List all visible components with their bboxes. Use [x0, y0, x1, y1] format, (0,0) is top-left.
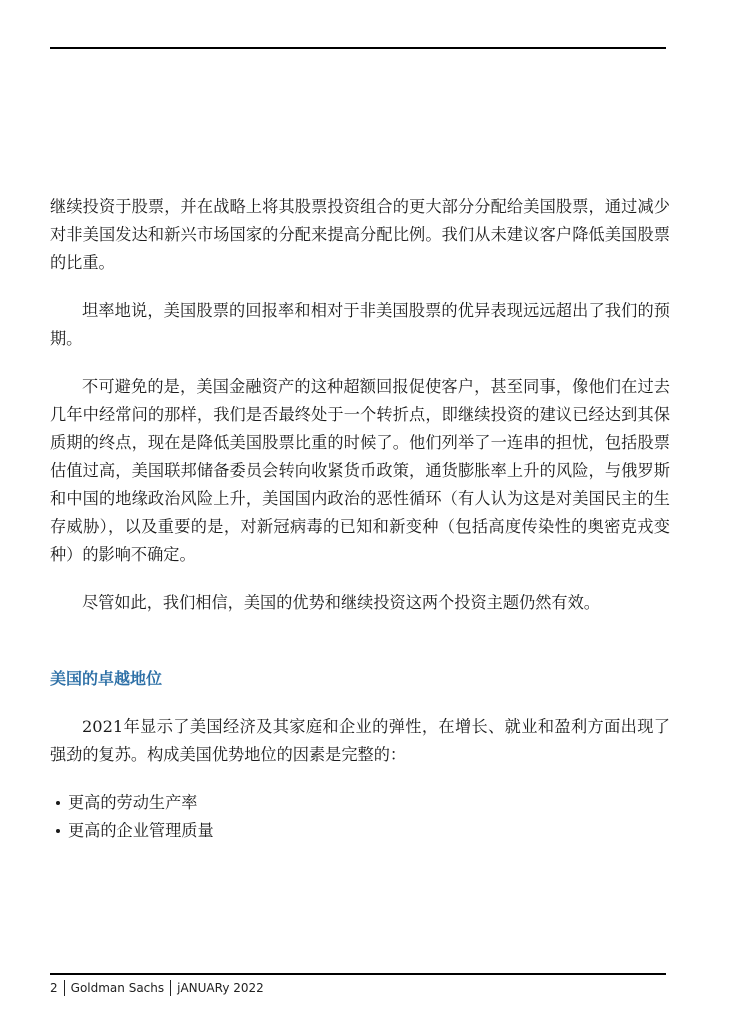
section-heading: 美国的卓越地位	[50, 669, 163, 688]
page-footer	[50, 980, 264, 996]
paragraph-2: 坦率地说，美国股票的回报率和相对于非美国股票的优异表现远远超出了我们的预期。	[50, 301, 670, 348]
paragraph-3: 不可避免的是，美国金融资产的这种超额回报促使客户，甚至同事，像他们在过去几年中经常问的那样，我们是否最终处于一个转折点，即继续投资的建议已经达到其保质期的终点，现在是降低美国股票比重的时候了。他们列举了一连串的担忧，包括股票估值过高，美国联邦储备委员会转向收紧货币政策，通货膨胀率上升的风险，与俄罗斯和中国的地缘政治风险上升，美国国内政治的恶性循环（有人认为这是对美国民主的生存威胁），以及重要的是，对新冠病毒的已知和新变种（包括高度传染性的奥密克戎变种）的影响不确定。	[50, 377, 670, 564]
paragraph-4: 尽管如此，我们相信，美国的优势和继续投资这两个投资主题仍然有效。	[82, 593, 600, 612]
top-rule	[50, 47, 666, 49]
paragraph-1: 继续投资于股票，并在战略上将其股票投资组合的更大部分分配给美国股票，通过减少对非美国发达和新兴市场国家的分配来提高分配比例。我们从未建议客户降低美国股票的比重。	[50, 197, 670, 272]
footer-separator	[170, 980, 171, 996]
footer-rule	[50, 973, 666, 975]
section-intro: 2021年显示了美国经济及其家庭和企业的弹性，在增长、就业和盈利方面出现了强劲的复苏。构成美国优势地位的因素是完整的：	[50, 717, 670, 764]
bullet-text: 更高的劳动生产率	[68, 793, 198, 812]
document-body	[50, 193, 670, 845]
page-number: 2	[50, 981, 58, 995]
company-name: Goldman Sachs	[70, 981, 165, 995]
bullet-icon	[56, 801, 60, 805]
publication-date: jANUARy 2022	[177, 981, 264, 995]
bullet-text: 更高的企业管理质量	[68, 821, 214, 840]
bullet-icon	[56, 829, 60, 833]
footer-separator	[64, 980, 65, 996]
bullet-list	[50, 789, 670, 845]
bullet-item	[50, 789, 670, 817]
bullet-item	[50, 817, 670, 845]
